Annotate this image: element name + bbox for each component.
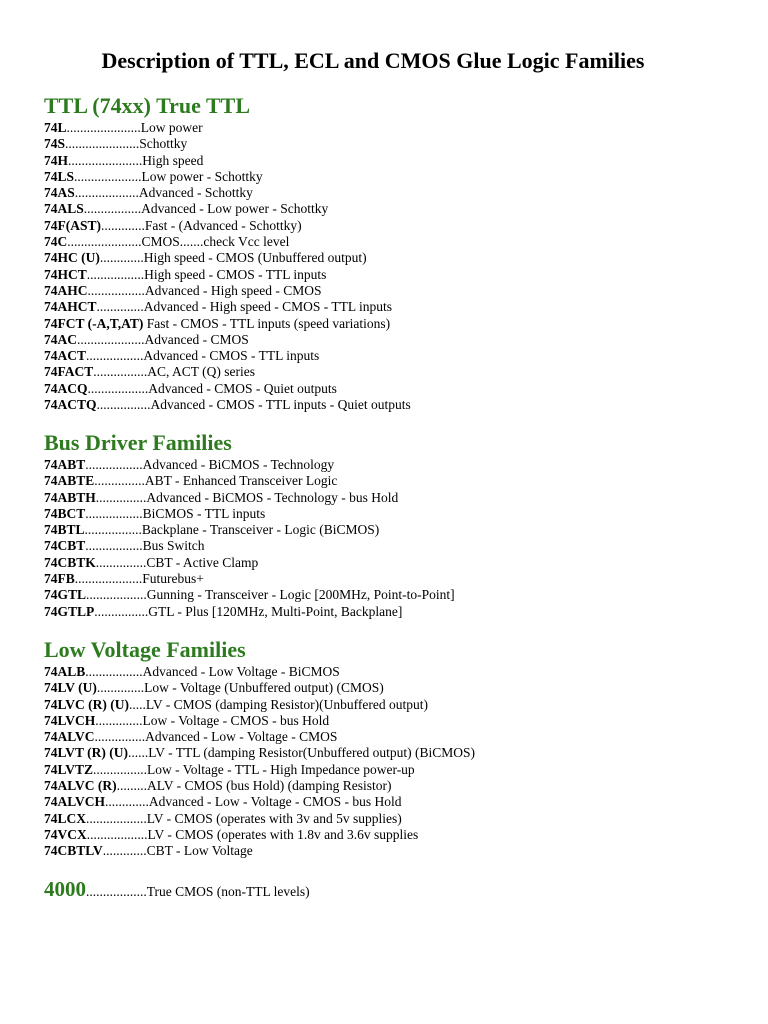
family-description: LV - CMOS (operates with 1.8v and 3.6v supplies bbox=[147, 826, 419, 842]
family-code: 74C bbox=[44, 234, 68, 250]
family-description: Advanced - High speed - CMOS - TTL inputs bbox=[143, 299, 392, 315]
family-description: Low power - Schottky bbox=[141, 168, 263, 184]
family-code: 74ALS bbox=[44, 201, 84, 217]
family-list-bus-driver bbox=[44, 457, 455, 620]
dot-leader: ................. bbox=[86, 266, 145, 282]
dot-leader: ............. bbox=[102, 843, 147, 859]
list-item bbox=[44, 267, 411, 283]
list-item bbox=[44, 316, 411, 332]
dot-leader: ............... bbox=[94, 473, 145, 489]
list-item bbox=[44, 680, 475, 696]
family-description: High speed - CMOS - TTL inputs bbox=[144, 266, 327, 282]
family-description: Advanced - CMOS - Quiet outputs bbox=[148, 380, 337, 396]
family-code: 74ACQ bbox=[44, 380, 88, 396]
list-item bbox=[44, 348, 411, 364]
family-code: 74GTLP bbox=[44, 603, 95, 619]
list-item bbox=[44, 332, 411, 348]
family-description: BiCMOS - TTL inputs bbox=[142, 505, 266, 521]
list-item bbox=[44, 762, 475, 778]
list-item bbox=[44, 234, 411, 250]
family-description: Advanced - BiCMOS - Technology bbox=[142, 457, 335, 472]
family-code: 74GTL bbox=[44, 587, 87, 603]
family-description: Advanced - Low power - Schottky bbox=[141, 201, 329, 217]
list-item bbox=[44, 827, 475, 843]
dot-leader: .................... bbox=[77, 331, 145, 347]
family-code: 74S bbox=[44, 136, 66, 152]
list-item bbox=[44, 153, 411, 169]
family-code: 74ACTQ bbox=[44, 397, 97, 413]
family-code: 74ABTH bbox=[44, 489, 96, 505]
family-code: 74ALVC bbox=[44, 729, 95, 745]
dot-leader: ...... bbox=[128, 745, 149, 761]
dot-leader: ............... bbox=[95, 489, 147, 505]
family-description: Gunning - Transceiver - Logic [200MHz, Point-to-Point] bbox=[146, 587, 455, 603]
page-title: Description of TTL, ECL and CMOS Glue Logic Families bbox=[101, 48, 645, 73]
dot-leader: ...................... bbox=[66, 120, 141, 135]
dot-leader: .............. bbox=[96, 299, 144, 315]
dot-leader: ................. bbox=[84, 522, 142, 538]
family-description: Futurebus+ bbox=[142, 571, 204, 587]
list-item bbox=[44, 571, 455, 587]
list-item bbox=[44, 473, 455, 489]
family-code: 74BCT bbox=[44, 505, 86, 521]
family-code: 74CBT bbox=[44, 538, 86, 554]
dot-leader: .................... bbox=[74, 571, 143, 587]
list-item bbox=[44, 185, 411, 201]
cmos-4000-row bbox=[44, 874, 310, 907]
list-item bbox=[44, 506, 455, 522]
list-item bbox=[44, 522, 455, 538]
family-description: AC, ACT (Q) series bbox=[147, 364, 255, 380]
dot-leader: .............. bbox=[95, 712, 143, 728]
dot-leader: .................. bbox=[86, 587, 147, 603]
list-item bbox=[44, 843, 475, 859]
family-description: Advanced - CMOS - TTL inputs - Quiet outputs bbox=[150, 397, 411, 413]
family-description: Advanced - High speed - CMOS bbox=[144, 282, 322, 298]
family-code: 74AS bbox=[44, 185, 75, 201]
family-list-low-voltage bbox=[44, 664, 475, 860]
family-description: CBT - Active Clamp bbox=[146, 554, 259, 570]
family-code: 74LVCH bbox=[44, 712, 96, 728]
list-item bbox=[44, 299, 411, 315]
family-code: 74ABT bbox=[44, 457, 86, 472]
family-description: Advanced - Low - Voltage - CMOS bbox=[145, 729, 338, 745]
family-code: 74LV (U) bbox=[44, 680, 97, 696]
family-code: 74FCT (-A,T,AT) bbox=[44, 315, 144, 331]
family-description: Advanced - Low Voltage - BiCMOS bbox=[142, 664, 340, 679]
family-description: GTL - Plus [120MHz, Multi-Point, Backplane] bbox=[148, 603, 403, 619]
family-code: 74LVT (R) (U) bbox=[44, 745, 129, 761]
list-item bbox=[44, 794, 475, 810]
list-item bbox=[44, 664, 475, 680]
family-description: LV - TTL (damping Resistor(Unbuffered output) (BiCMOS) bbox=[148, 745, 475, 761]
family-code: 4000 bbox=[44, 877, 86, 901]
family-code: 74ABTE bbox=[44, 473, 95, 489]
family-list-ttl bbox=[44, 120, 411, 413]
family-description: Advanced - BiCMOS - Technology - bus Hold bbox=[146, 489, 399, 505]
family-code: 74AHCT bbox=[44, 299, 97, 315]
list-item bbox=[44, 745, 475, 761]
family-code: 74LVTZ bbox=[44, 761, 94, 777]
dot-leader: .................... bbox=[74, 168, 142, 184]
section-heading-ttl: TTL (74xx) True TTL bbox=[44, 93, 250, 118]
family-code: 74AC bbox=[44, 331, 77, 347]
list-item bbox=[44, 604, 455, 620]
list-item bbox=[44, 120, 411, 136]
family-code: 74ALVCH bbox=[44, 794, 106, 810]
dot-leader: .................. bbox=[86, 884, 147, 899]
dot-leader: ............. bbox=[101, 217, 145, 233]
family-code: 74LVC (R) (U) bbox=[44, 696, 129, 712]
dot-leader: .................. bbox=[86, 826, 148, 842]
list-item bbox=[44, 587, 455, 603]
family-code: 74VCX bbox=[44, 826, 87, 842]
dot-leader: ................ bbox=[94, 603, 149, 619]
list-item bbox=[44, 697, 475, 713]
list-item bbox=[44, 457, 455, 473]
dot-leader: ...................... bbox=[67, 234, 142, 250]
family-description: LV - CMOS (damping Resistor)(Unbuffered output) bbox=[145, 696, 428, 712]
family-code: 74ALB bbox=[44, 664, 86, 679]
family-code: 74L bbox=[44, 120, 67, 135]
dot-leader: .................. bbox=[86, 810, 147, 826]
dot-leader: ................ bbox=[93, 761, 148, 777]
family-description: Low - Voltage (Unbuffered output) (CMOS) bbox=[144, 680, 384, 696]
list-item bbox=[44, 364, 411, 380]
family-description: True CMOS (non-TTL levels) bbox=[146, 884, 310, 899]
family-description: Low - Voltage - CMOS - bus Hold bbox=[142, 712, 330, 728]
family-description: Fast - CMOS - TTL inputs (speed variations) bbox=[146, 315, 391, 331]
dot-leader: ................. bbox=[83, 201, 142, 217]
list-item bbox=[44, 713, 475, 729]
dot-leader: ............. bbox=[99, 250, 144, 266]
dot-leader: ............... bbox=[95, 554, 147, 570]
dot-leader: .................. bbox=[87, 380, 149, 396]
family-code: 74LS bbox=[44, 168, 75, 184]
dot-leader: ...................... bbox=[65, 136, 140, 152]
dot-leader: ................. bbox=[87, 282, 145, 298]
dot-leader: ...................... bbox=[68, 152, 143, 168]
dot-leader: ......... bbox=[116, 778, 148, 794]
list-item bbox=[44, 538, 455, 554]
list-item bbox=[44, 250, 411, 266]
dot-leader: ................ bbox=[96, 397, 151, 413]
family-description: LV - CMOS (operates with 3v and 5v supplies) bbox=[146, 810, 402, 826]
family-code: 74LCX bbox=[44, 810, 87, 826]
family-description: Advanced - Low - Voltage - CMOS - bus Hold bbox=[148, 794, 402, 810]
dot-leader: ................... bbox=[74, 185, 139, 201]
list-item bbox=[44, 169, 411, 185]
family-code: 74FACT bbox=[44, 364, 94, 380]
family-description: ALV - CMOS (bus Hold) (damping Resistor) bbox=[147, 778, 392, 794]
family-code: 74BTL bbox=[44, 522, 85, 538]
family-description: CBT - Low Voltage bbox=[146, 843, 253, 859]
list-item bbox=[44, 397, 411, 413]
family-code: 74AHC bbox=[44, 282, 88, 298]
list-item bbox=[44, 811, 475, 827]
list-item bbox=[44, 136, 411, 152]
family-code: 74HCT bbox=[44, 266, 87, 282]
family-code: 74F(AST) bbox=[44, 217, 101, 233]
list-item bbox=[44, 778, 475, 794]
family-code: 74FB bbox=[44, 571, 75, 587]
list-item bbox=[44, 490, 455, 506]
dot-leader: ................ bbox=[93, 364, 148, 380]
dot-leader: ................. bbox=[86, 348, 144, 364]
family-code: 74ALVC (R) bbox=[44, 778, 117, 794]
dot-leader: ..... bbox=[129, 696, 146, 712]
family-description: Bus Switch bbox=[142, 538, 205, 554]
dot-leader: ............. bbox=[105, 794, 149, 810]
dot-leader: ................. bbox=[85, 505, 143, 521]
list-item bbox=[44, 201, 411, 217]
family-description: Schottky bbox=[139, 136, 188, 152]
section-heading-bus-driver: Bus Driver Families bbox=[44, 430, 232, 455]
family-description: Fast - (Advanced - Schottky) bbox=[144, 217, 302, 233]
dot-leader: ................. bbox=[85, 538, 143, 554]
family-description: Advanced - Schottky bbox=[138, 185, 253, 201]
family-description: Backplane - Transceiver - Logic (BiCMOS) bbox=[141, 522, 380, 538]
list-item bbox=[44, 555, 455, 571]
dot-leader: .............. bbox=[96, 680, 145, 696]
family-description: High speed - CMOS (Unbuffered output) bbox=[143, 250, 367, 266]
family-description: Low power bbox=[140, 120, 203, 135]
list-item bbox=[44, 283, 411, 299]
list-item bbox=[44, 729, 475, 745]
family-description: Advanced - CMOS bbox=[144, 331, 249, 347]
section-heading-low-voltage: Low Voltage Families bbox=[44, 637, 246, 662]
family-code: 74HC (U) bbox=[44, 250, 100, 266]
family-description: CMOS.......check Vcc level bbox=[141, 234, 290, 250]
family-description: High speed bbox=[142, 152, 204, 168]
family-code: 74H bbox=[44, 152, 69, 168]
list-item bbox=[44, 381, 411, 397]
family-code: 74CBTK bbox=[44, 554, 96, 570]
dot-leader: ................. bbox=[85, 457, 143, 472]
family-description: ABT - Enhanced Transceiver Logic bbox=[144, 473, 338, 489]
family-description: Advanced - CMOS - TTL inputs bbox=[143, 348, 320, 364]
list-item bbox=[44, 218, 411, 234]
dot-leader: ................. bbox=[85, 664, 143, 679]
dot-leader: ............... bbox=[94, 729, 146, 745]
family-code: 74CBTLV bbox=[44, 843, 103, 859]
family-code: 74ACT bbox=[44, 348, 87, 364]
family-description: Low - Voltage - TTL - High Impedance power-up bbox=[147, 761, 415, 777]
